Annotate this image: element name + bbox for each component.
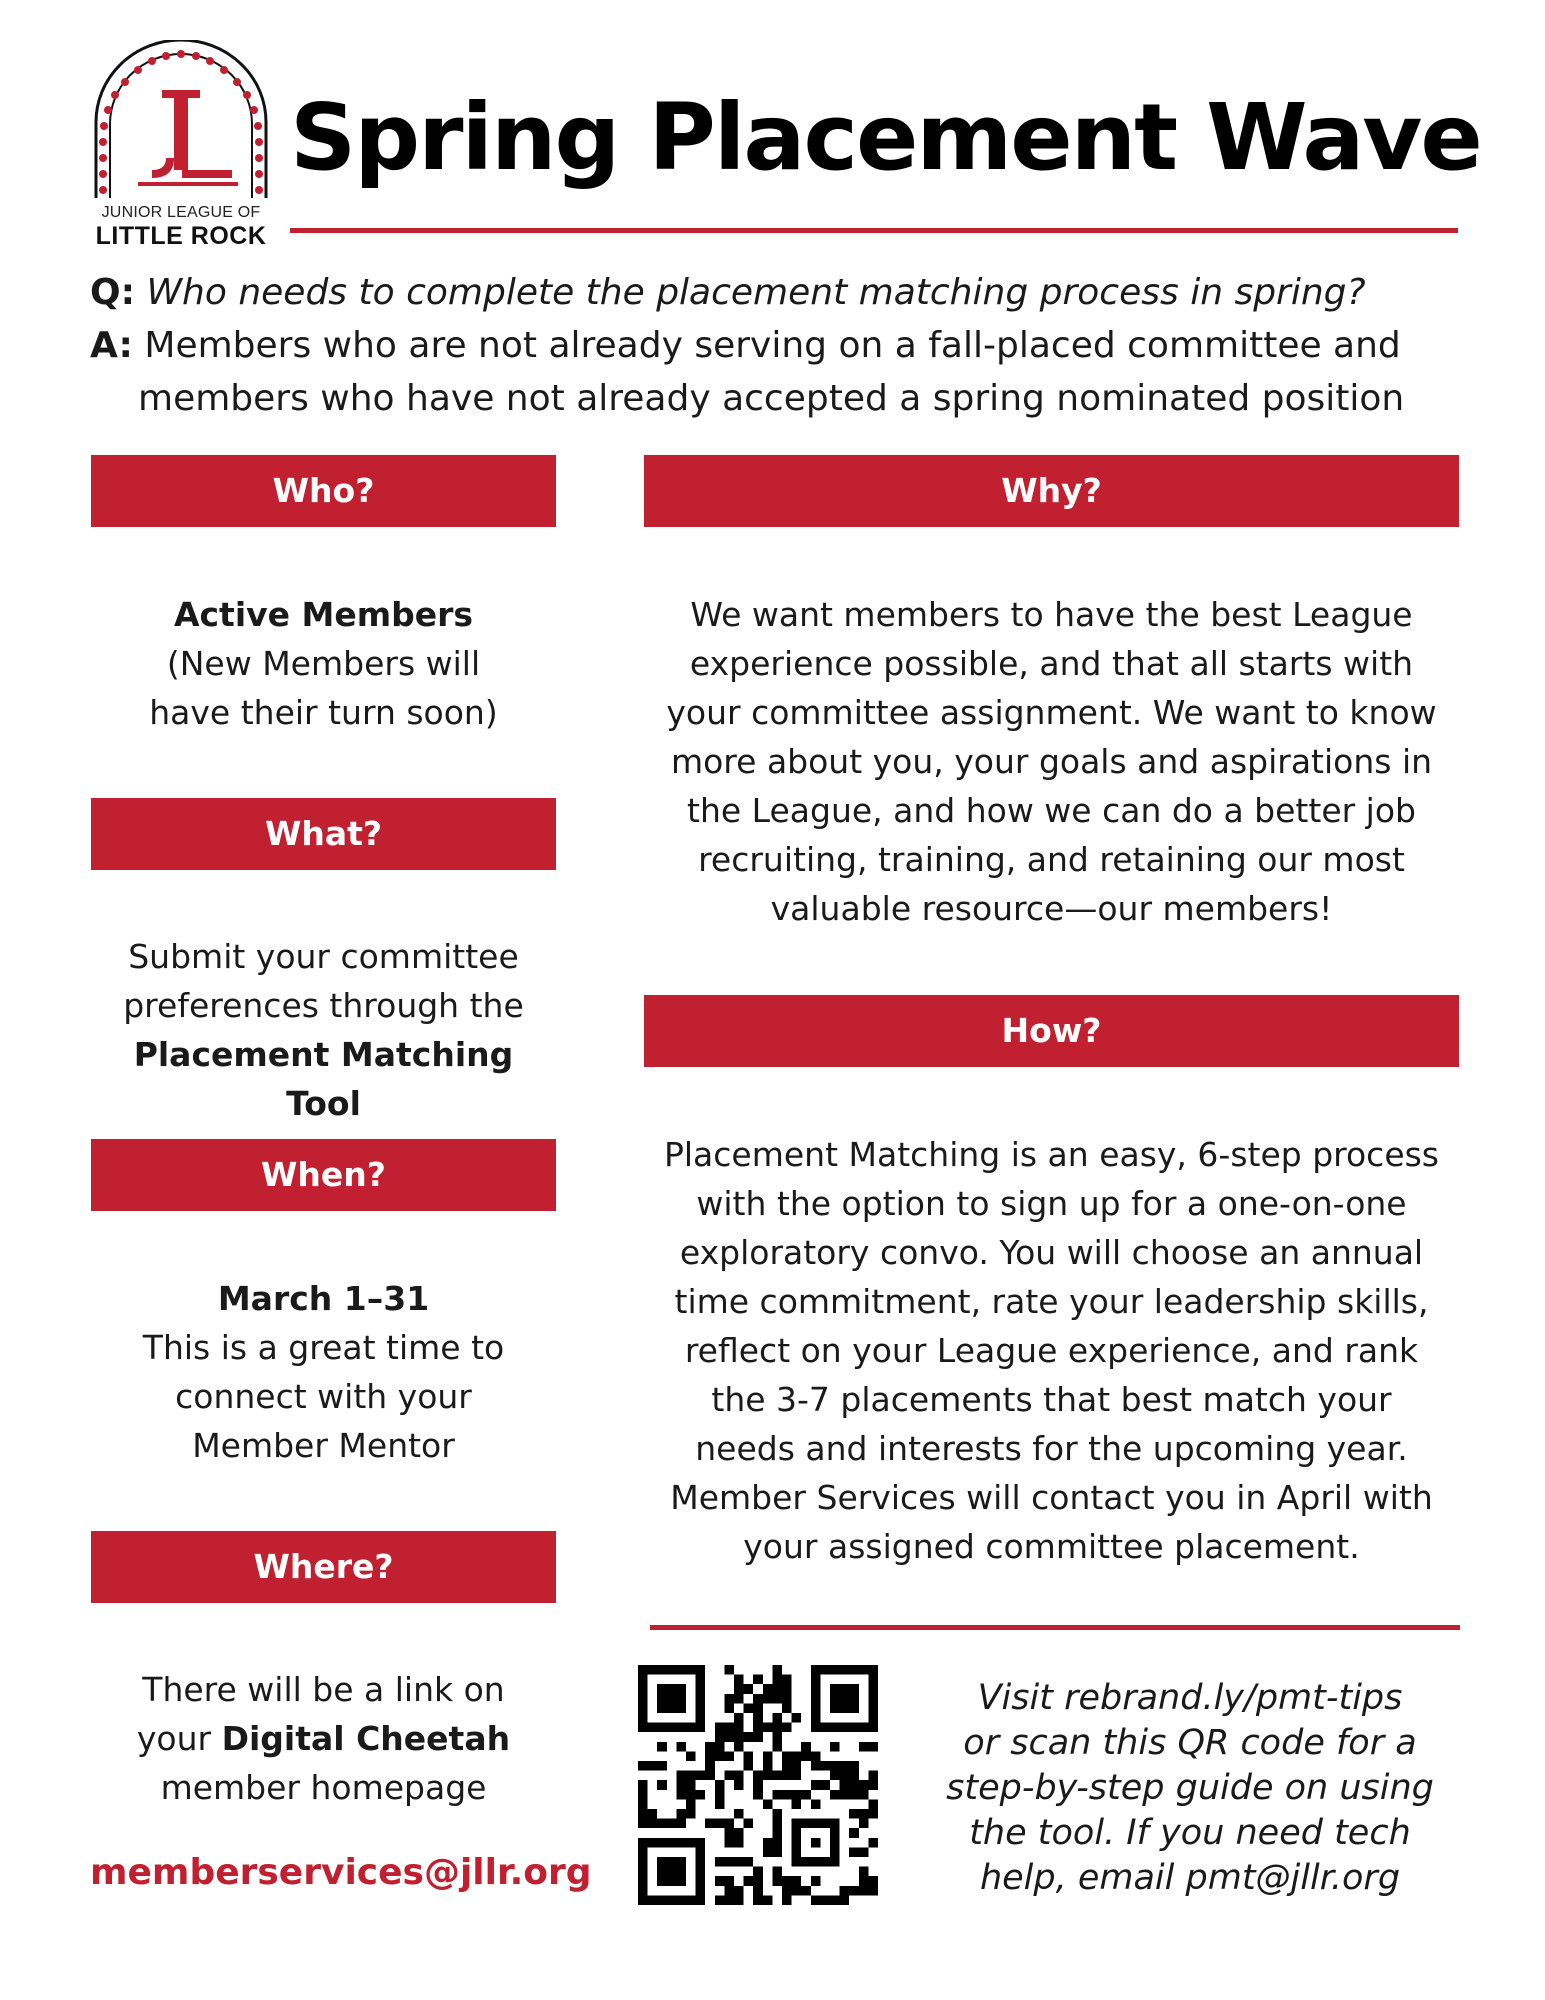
how-line: exploratory convo. You will choose an annual [679, 1233, 1424, 1272]
who-header: Who? [91, 455, 556, 527]
question-label: Q: [90, 272, 135, 313]
answer-text-line1: Members who are not already serving on a fall-placed committee and [144, 325, 1401, 366]
why-line: recruiting, training, and retaining our most [698, 840, 1405, 879]
when-content [91, 1274, 556, 1470]
question-text: Who needs to complete the placement matching process in spring? [146, 272, 1366, 313]
visit-line: or scan this QR code for a [963, 1723, 1417, 1763]
where-line2-pre: your [136, 1719, 222, 1758]
how-header: How? [644, 995, 1459, 1067]
visit-line: Visit rebrand.ly/pmt-tips [977, 1678, 1403, 1718]
where-content [91, 1665, 556, 1812]
how-line: needs and interests for the upcoming year. [695, 1429, 1408, 1468]
why-content [644, 590, 1459, 933]
logo-text-line1: JUNIOR LEAGUE OF [101, 204, 261, 221]
what-bold: Placement Matching Tool [133, 1035, 514, 1123]
visit-line: help, email pmt@jllr.org [979, 1858, 1401, 1898]
why-header: Why? [644, 455, 1459, 527]
how-divider [650, 1625, 1460, 1630]
where-line1: There will be a link on [142, 1670, 505, 1709]
junior-league-logo [86, 40, 276, 250]
when-bold: March 1–31 [217, 1279, 430, 1318]
visit-instructions [910, 1676, 1470, 1901]
how-content [644, 1130, 1459, 1571]
how-line: Placement Matching is an easy, 6-step process [663, 1135, 1440, 1174]
visit-line: the tool. If you need tech [969, 1813, 1411, 1853]
when-line3: Member Mentor [192, 1426, 455, 1465]
how-line: with the option to sign up for a one-on-one [696, 1184, 1407, 1223]
why-line: We want members to have the best League [690, 595, 1413, 634]
who-content [91, 590, 556, 737]
why-line: valuable resource—our members! [770, 889, 1333, 928]
where-line2 [91, 1714, 556, 1763]
how-line: reflect on your League experience, and rank [684, 1331, 1419, 1370]
who-line1: (New Members will [166, 644, 481, 683]
how-line: Member Services will contact you in April with [670, 1478, 1433, 1517]
when-line2: connect with your [175, 1377, 472, 1416]
who-line2: have their turn soon) [149, 693, 498, 732]
where-line3: member homepage [160, 1768, 487, 1807]
logo-text-line2: LITTLE ROCK [95, 222, 267, 250]
where-header: Where? [91, 1531, 556, 1603]
how-line: time commitment, rate your leadership skills, [674, 1282, 1429, 1321]
title-divider [290, 228, 1458, 233]
what-line2: preferences through the [123, 986, 524, 1025]
who-bold: Active Members [173, 595, 474, 634]
question-line [90, 266, 1490, 319]
how-line: the 3-7 placements that best match your [711, 1380, 1392, 1419]
what-content [91, 932, 556, 1128]
answer-text-line2: members who have not already accepted a spring nominated position [138, 378, 1405, 419]
what-line1: Submit your committee [128, 937, 519, 976]
when-line1: This is a great time to [142, 1328, 505, 1367]
answer-line [90, 319, 1490, 372]
why-line: more about you, your goals and aspirations in [670, 742, 1433, 781]
why-line: the League, and how we can do a better job [687, 791, 1416, 830]
jl-emblem-icon [86, 40, 276, 198]
when-header: When? [91, 1139, 556, 1211]
answer-label: A: [90, 325, 133, 366]
why-line: your committee assignment. We want to know [666, 693, 1437, 732]
how-line: your assigned committee placement. [743, 1527, 1360, 1566]
why-line: experience possible, and that all starts with [689, 644, 1414, 683]
where-line2-bold: Digital Cheetah [221, 1719, 511, 1758]
member-services-email-link[interactable]: memberservices@jllr.org [90, 1852, 592, 1893]
what-header: What? [91, 798, 556, 870]
page-title: Spring Placement Wave [290, 84, 1481, 191]
visit-line: step-by-step guide on using [946, 1768, 1434, 1808]
qr-code-icon[interactable] [638, 1665, 878, 1905]
